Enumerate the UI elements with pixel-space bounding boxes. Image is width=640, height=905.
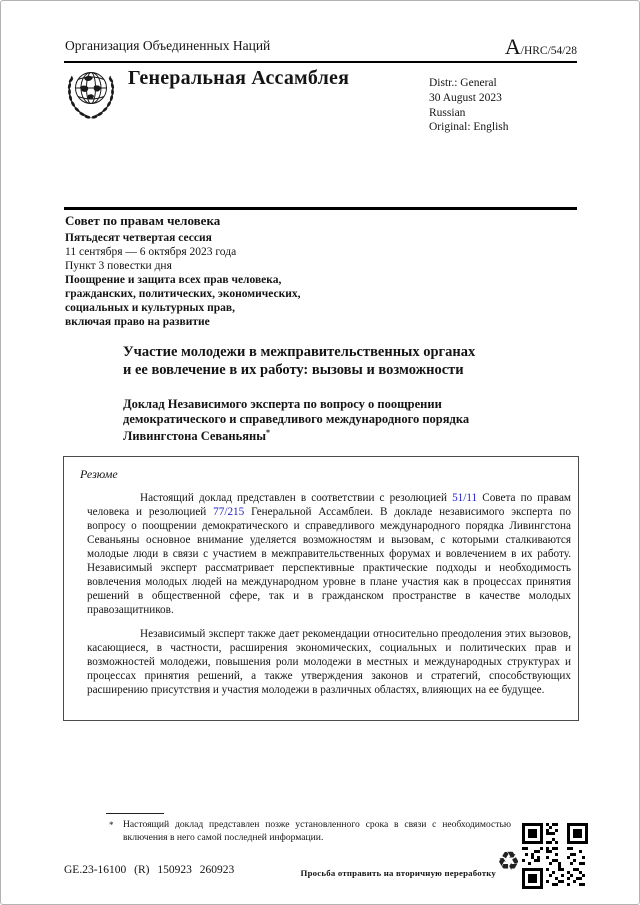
session-block: [65, 214, 300, 329]
document-symbol: [505, 34, 577, 60]
resolution-link-51-11[interactable]: 51/11: [452, 492, 478, 504]
org-name: Организация Объединенных Наций: [65, 38, 271, 53]
summary-text: Настоящий доклад представлен в соответствии с резолюцией: [140, 492, 453, 504]
council-name: Совет по правам человека: [65, 213, 221, 228]
footnote-separator: [106, 813, 164, 814]
footnote: [109, 819, 511, 844]
header-rule-bottom: [64, 207, 577, 210]
report-subtitle-author: Ливингстона Севаньяны: [123, 429, 266, 444]
document-symbol-letter: A: [504, 34, 521, 59]
qr-code: [522, 823, 588, 894]
distr-line: Russian: [429, 106, 466, 119]
report-subtitle-line: Доклад Независимого эксперта по вопросу о поощрении: [123, 397, 442, 411]
recycle-icon: ♻: [497, 847, 521, 877]
summary-box: [63, 456, 579, 721]
report-subtitle-line: [123, 426, 469, 444]
footnote-reference: *: [265, 428, 270, 437]
distr-line: 30 August 2023: [429, 91, 502, 104]
agenda-line: гражданских, политических, экономических,: [65, 288, 301, 300]
resolution-link-77-215[interactable]: 77/215: [213, 506, 245, 518]
distr-line: Distr.: General: [429, 77, 497, 89]
session-dates: 11 сентября — 6 октября 2023 года: [65, 246, 237, 258]
summary-paragraph-2: Независимый эксперт также дает рекомендации относительно преодоления этих вызовов, касающиеся, в частности, расширения экономических, социальных и политических прав и возможностей молодежи, повышения роли молодежи в местных и международных структурах и процессах принятия решений, а также утверждения законов и стратегий, способствующих расширению присутствия и участия молодежи в различных областях, влияющих на ее будущее.: [87, 628, 571, 696]
un-emblem-icon: [65, 66, 117, 129]
recycle-instruction: Просьба отправить на вторичную переработку: [300, 868, 496, 878]
agenda-line: Поощрение и защита всех прав человека,: [65, 274, 282, 286]
summary-paragraph-1: [87, 491, 571, 617]
report-subtitle-line: демократического и справедливого международного порядка: [123, 411, 470, 426]
summary-text: Совета по правам человека и резолюцией: [87, 492, 571, 518]
summary-heading: Резюме: [80, 467, 118, 481]
ge-document-number: GE.23-16100 (R) 150923 260923: [64, 864, 235, 876]
footnote-text: Настоящий доклад представлен позже установленного срока в связи с необходимостью включения в него самой последней информации.: [123, 819, 511, 843]
report-title-line: Участие молодежи в межправительственных органах: [123, 344, 476, 360]
distr-line: Original: English: [429, 121, 509, 134]
agenda-line: социальных и культурных прав,: [65, 302, 235, 314]
report-subtitle: [123, 397, 469, 444]
agenda-item: Пункт 3 повестки дня: [65, 260, 172, 272]
session-name: Пятьдесят четвертая сессия: [65, 232, 212, 244]
report-title: [123, 343, 475, 379]
distribution-block: [429, 76, 509, 135]
agenda-line: включая право на развитие: [65, 316, 210, 328]
report-title-line: и ее вовлечение в их работу: вызовы и возможности: [123, 362, 464, 378]
summary-text: Генеральной Ассамблеи. В докладе независимого эксперта по вопросу о поощрении демократического и справедливого международного порядка Ливингстона Севаньяны основное внимание уделяется возможностям и вызовам, с которыми сталкиваются молодые люди в связи с участием в межправительственных форумах и вовлечением в их работу. Независимый эксперт рассматривает перспективные практические подходы и необходимость вовлечения молодых людей на международном уровне в плане участия как в процессах принятия решений в общественной сфере, так и в гражданском пространстве в качестве молодых правозащитников.: [87, 506, 571, 616]
assembly-title: Генеральная Ассамблея: [128, 67, 350, 89]
document-symbol-number: /HRC/54/28: [520, 45, 577, 57]
header-rule-top: [64, 61, 577, 63]
footnote-marker: *: [109, 820, 114, 830]
